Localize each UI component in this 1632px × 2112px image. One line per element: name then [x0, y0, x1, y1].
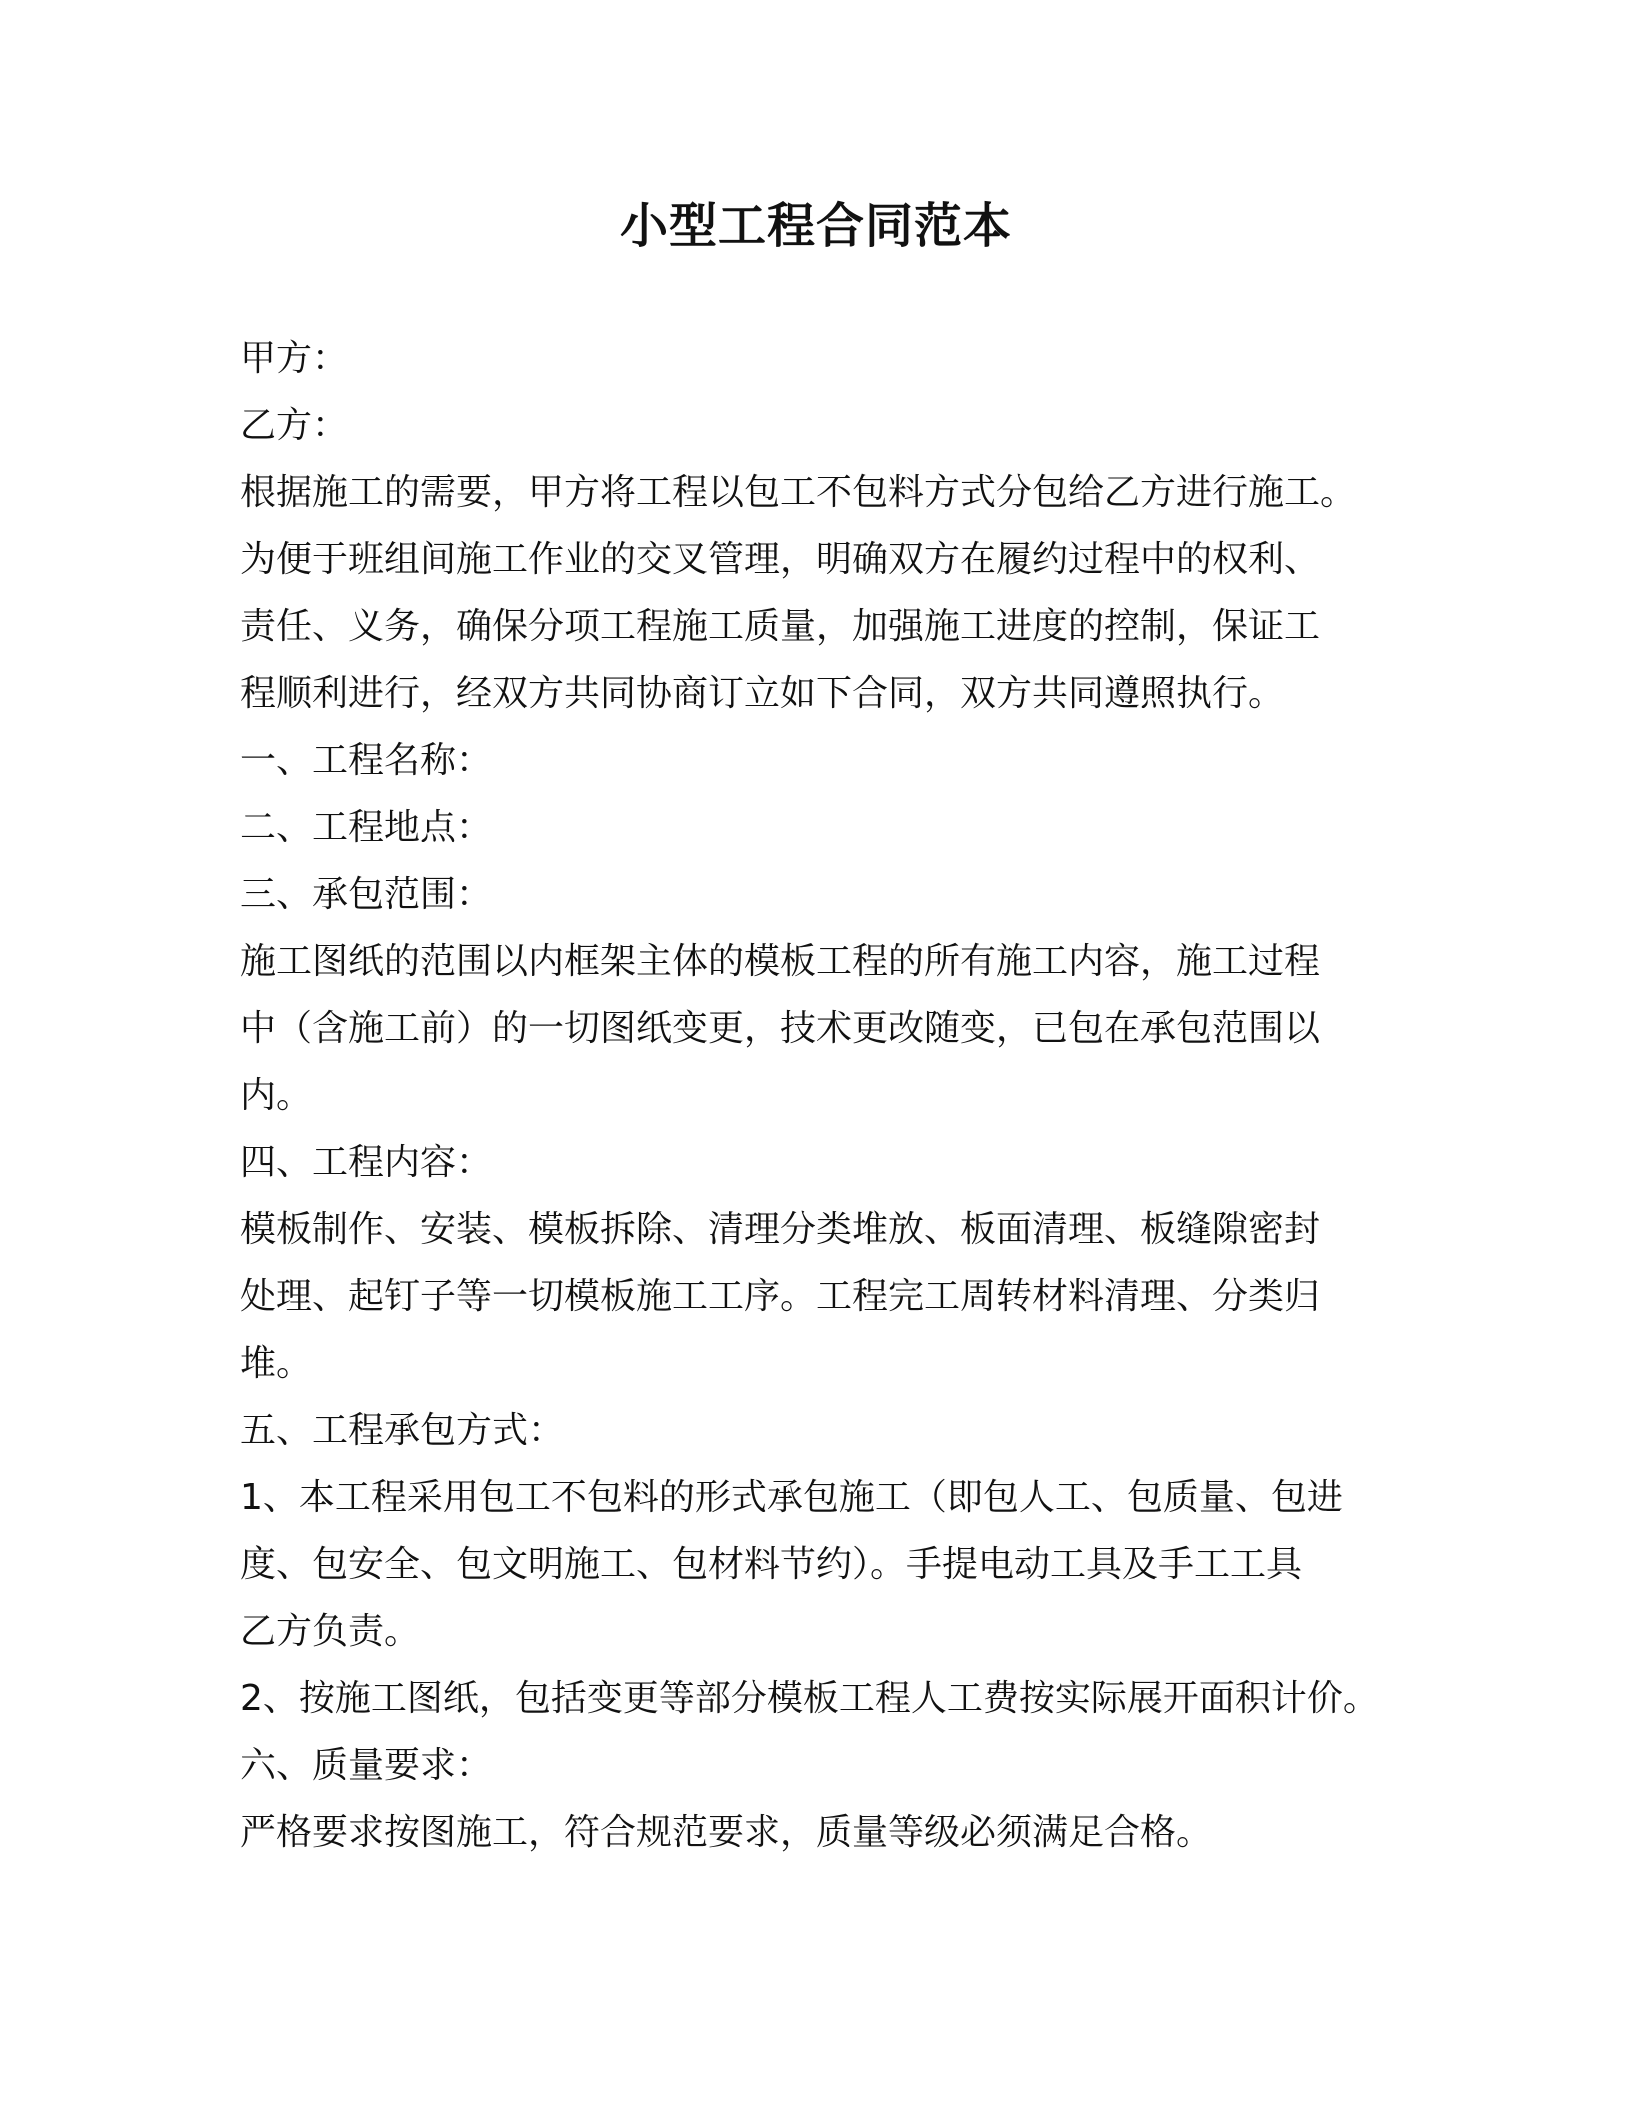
section-heading: 二、工程地点：: [240, 807, 493, 848]
paragraph-line: 处理、起钉子等一切模板施工工序。工程完工周转材料清理、分类归: [240, 1276, 1321, 1317]
paragraph-line: 严格要求按图施工，符合规范要求，质量等级必须满足合格。: [240, 1812, 1213, 1853]
preamble-line: 程顺利进行，经双方共同协商订立如下合同，双方共同遵照执行。: [240, 673, 1285, 714]
list-item-line: 1、本工程采用包工不包料的形式承包施工（即包人工、包质量、包进: [240, 1477, 1343, 1518]
paragraph-line: 堆。: [240, 1343, 313, 1384]
section-heading: 五、工程承包方式：: [240, 1410, 565, 1451]
paragraph-line: 内。: [240, 1075, 313, 1116]
section-heading: 三、承包范围：: [240, 874, 493, 915]
paragraph-line: 施工图纸的范围以内框架主体的模板工程的所有施工内容，施工过程: [240, 941, 1321, 982]
section-heading: 四、工程内容：: [240, 1142, 493, 1183]
document-body: [240, 325, 1400, 1866]
preamble-line: 根据施工的需要，甲方将工程以包工不包料方式分包给乙方进行施工。: [240, 472, 1357, 513]
preamble-line: 责任、义务，确保分项工程施工质量，加强施工进度的控制，保证工: [240, 606, 1321, 647]
document-title: 小型工程合同范本: [619, 198, 1012, 254]
section-heading: 六、质量要求：: [240, 1745, 493, 1786]
party-b-line: 乙方：: [240, 405, 349, 446]
party-a-line: 甲方：: [240, 338, 349, 379]
paragraph-line: 中（含施工前）的一切图纸变更，技术更改随变，已包在承包范围以: [240, 1008, 1321, 1049]
list-item-line: 乙方负责。: [240, 1611, 421, 1652]
paragraph-line: 模板制作、安装、模板拆除、清理分类堆放、板面清理、板缝隙密封: [240, 1209, 1321, 1250]
list-item-line: 度、包安全、包文明施工、包材料节约）。手提电动工具及手工工具: [240, 1544, 1303, 1585]
list-item-line: 2、按施工图纸，包括变更等部分模板工程人工费按实际展开面积计价。: [240, 1678, 1379, 1719]
section-heading: 一、工程名称：: [240, 740, 493, 781]
preamble-line: 为便于班组间施工作业的交叉管理，明确双方在履约过程中的权利、: [240, 539, 1321, 580]
